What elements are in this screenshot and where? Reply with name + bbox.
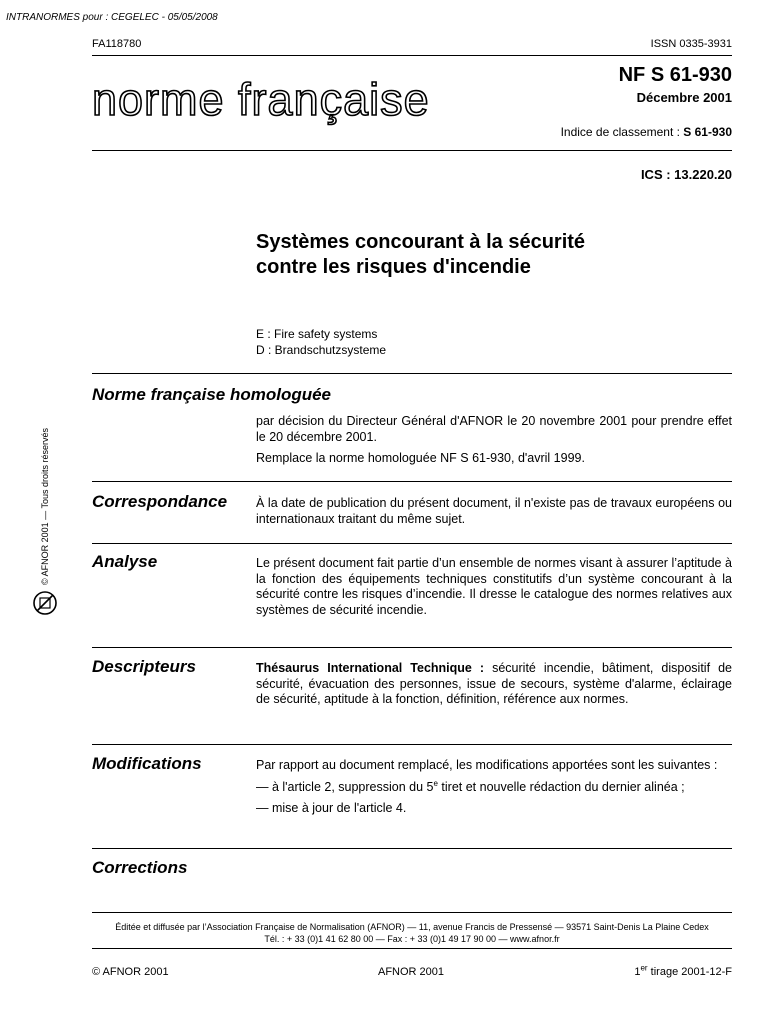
header-bottom-rule xyxy=(92,150,732,151)
no-photocopy-icon xyxy=(32,590,58,616)
footer-tirage xyxy=(634,963,732,978)
modifications-item-2: — mise à jour de l'article 4. xyxy=(256,801,407,815)
section-rule-correspondance xyxy=(92,481,732,482)
item1-pre: — à l'article 2, suppression du 5 xyxy=(256,779,434,794)
publisher-line-1: Éditée et diffusée par l’Association Française de Normalisation (AFNOR) — 11, avenue Francis de Pressensé — 93571 Saint-Denis La Plaine Cedex xyxy=(115,922,709,932)
section-rule-analyse xyxy=(92,543,732,544)
publisher-line-2: Tél. : + 33 (0)1 41 62 80 00 — Fax : + 33 (0)1 49 17 90 00 — www.afnor.fr xyxy=(264,934,560,944)
section-heading-correspondance: Correspondance xyxy=(92,492,228,511)
tirage-pre: 1 xyxy=(634,966,641,978)
section-body-modifications xyxy=(256,758,732,823)
tirage-sup: er xyxy=(640,963,648,973)
item1-post: tiret et nouvelle rédaction du dernier alinéa ; xyxy=(437,779,685,794)
section-heading-corrections: Corrections xyxy=(92,858,188,877)
norme-francaise-logo: norme française xyxy=(92,74,430,125)
item1-sup: e xyxy=(433,778,438,788)
section-body-analyse xyxy=(256,556,732,624)
section-rule-corrections xyxy=(92,848,732,849)
tirage-post: tirage 2001-12-F xyxy=(647,966,732,978)
classement-label: Indice de classement : xyxy=(560,125,684,139)
section-rule-homologuee xyxy=(92,373,732,374)
modifications-intro: Par rapport au document remplacé, les modifications apportées sont les suivantes : xyxy=(256,758,718,772)
correspondance-text: À la date de publication du présent document, il n'existe pas de travaux européens ou internationaux traitant du même sujet. xyxy=(256,496,732,526)
issn: ISSN 0335-3931 xyxy=(650,38,732,50)
homologuee-decision: par décision du Directeur Général d'AFNOR le 20 novembre 2001 pour prendre effet le 20 décembre 2001. xyxy=(256,414,732,444)
descripteurs-text xyxy=(256,661,732,708)
section-body-descripteurs xyxy=(256,661,732,714)
descripteurs-keywords: sécurité incendie, bâtiment, dispositif de sécurité, évacuation des personnes, issue de secours, système d'alarme, éclairage de sécurité, aptitude à la fonction, définition, référence aux normes. xyxy=(256,661,732,706)
section-rule-descripteurs xyxy=(92,647,732,648)
footer-rule-bottom xyxy=(92,948,732,949)
section-body-homologuee xyxy=(256,414,732,473)
section-heading-analyse: Analyse xyxy=(92,552,158,571)
title-line-1: Systèmes concourant à la sécurité xyxy=(256,231,586,253)
classement-index xyxy=(561,125,732,139)
footer-center: AFNOR 2001 xyxy=(378,966,445,978)
norm-number: NF S 61-930 xyxy=(618,64,732,86)
section-heading-descripteurs: Descripteurs xyxy=(92,657,196,676)
translation-english: E : Fire safety systems xyxy=(256,327,378,341)
footer-copyright: © AFNOR 2001 xyxy=(92,966,169,978)
section-heading-homologuee: Norme française homologuée xyxy=(92,385,332,404)
document-ref: FA118780 xyxy=(92,38,142,50)
section-body-correspondance xyxy=(256,496,732,533)
norm-date: Décembre 2001 xyxy=(636,90,732,105)
section-rule-modifications xyxy=(92,744,732,745)
classement-value: S 61-930 xyxy=(683,125,732,139)
modifications-item-1 xyxy=(256,780,732,796)
section-heading-modifications: Modifications xyxy=(92,754,202,773)
side-copyright: © AFNOR 2001 — Tous droits réservés xyxy=(40,427,50,585)
document-title xyxy=(256,230,585,280)
intranormes-watermark: INTRANORMES pour : CEGELEC - 05/05/2008 xyxy=(6,12,218,23)
title-translations xyxy=(256,326,386,358)
descripteurs-label: Thésaurus International Technique : xyxy=(256,661,485,675)
homologuee-replaces: Remplace la norme homologuée NF S 61-930, d'avril 1999. xyxy=(256,451,585,465)
publisher-info xyxy=(92,921,732,945)
analyse-text: Le présent document fait partie d’un ensemble de normes visant à assurer l’aptitude à la fonction des équipements techniques constitutifs d’un système concourant à la sécurité contre les risques d’incendie. Il dresse le catalogue des normes relatives aux systèmes de sécurité incendie. xyxy=(256,556,732,617)
footer-rule xyxy=(92,912,732,913)
title-line-2: contre les risques d'incendie xyxy=(256,256,531,278)
ics-code: ICS : 13.220.20 xyxy=(640,167,732,182)
translation-german: D : Brandschutzsysteme xyxy=(256,343,387,357)
header-top-rule xyxy=(92,55,732,56)
